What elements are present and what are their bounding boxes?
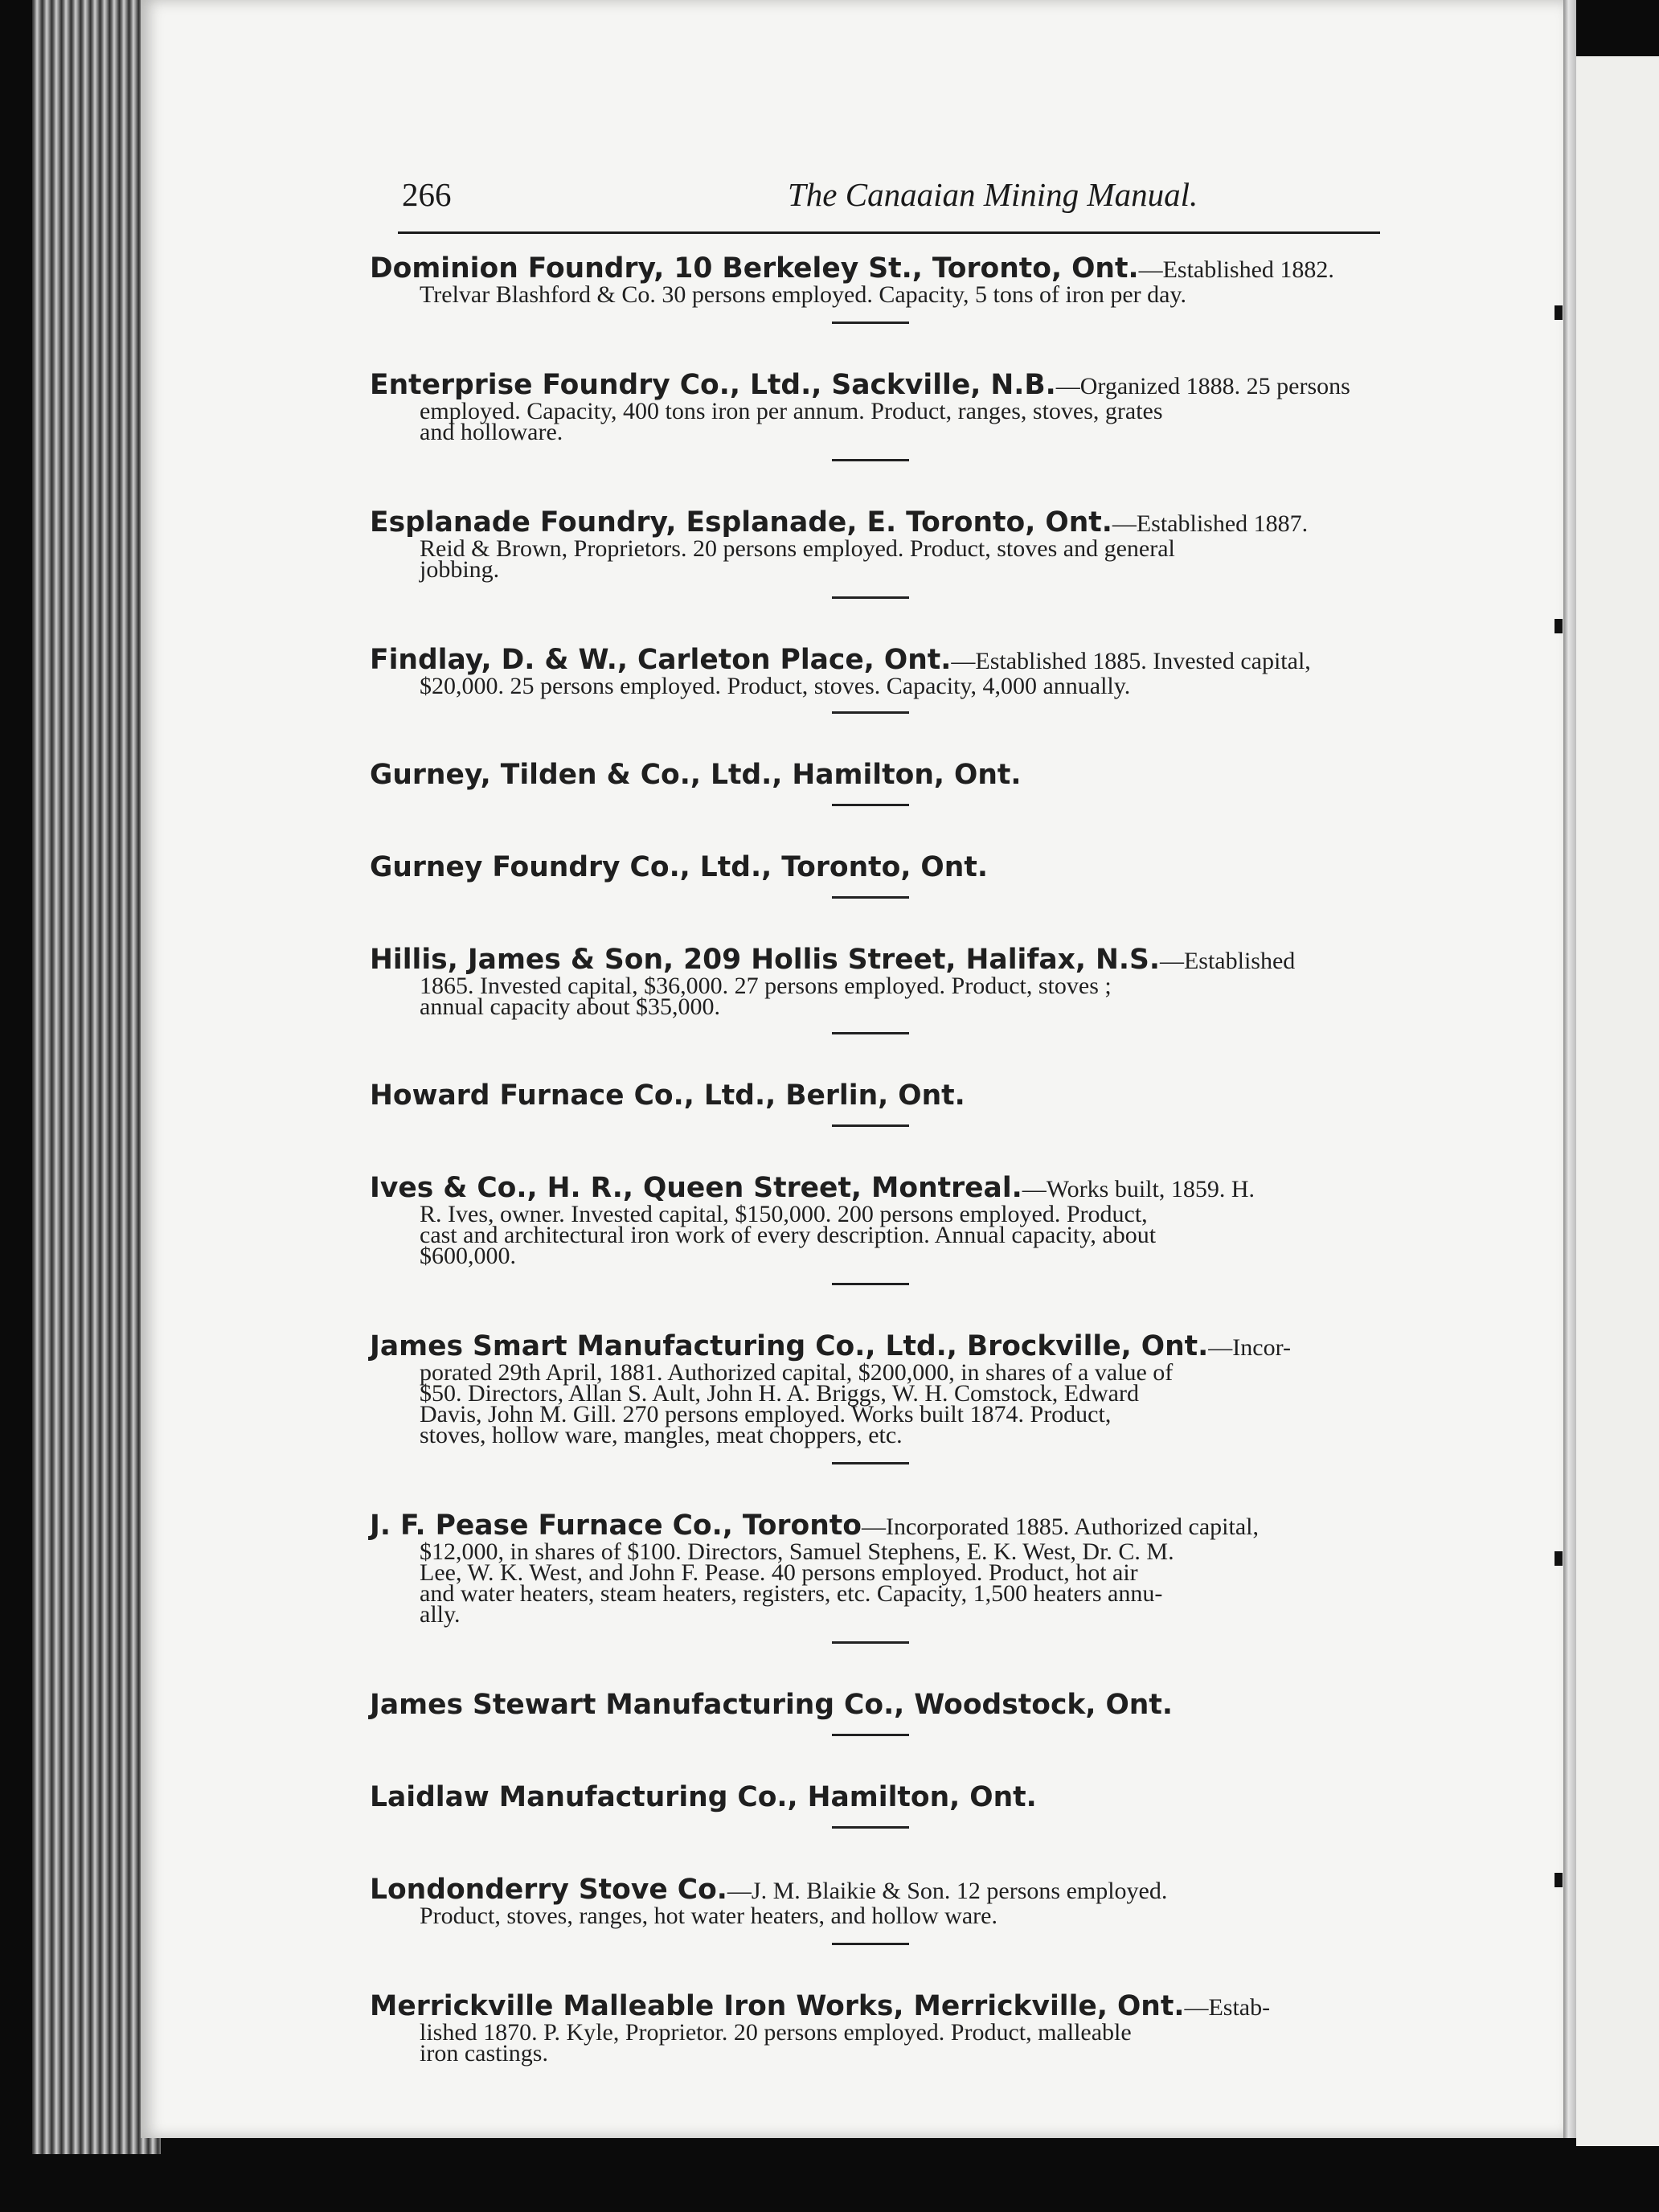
entry-name: James Stewart Manufacturing Co., Woodstock, Ont. [370, 1689, 1173, 1721]
entry-text: annual capacity about $35,000. [420, 993, 721, 1020]
entry-text: —J. M. Blaikie & Son. 12 persons employed. [727, 1878, 1168, 1904]
entry-name: Merrickville Malleable Iron Works, Merrickville, Ont. [370, 1990, 1185, 2022]
running-head [257, 175, 1382, 223]
entry-divider [832, 1032, 909, 1034]
entry-name: J. F. Pease Furnace Co., Toronto [370, 1509, 862, 1542]
entry-text: —Estab- [1184, 1994, 1271, 2021]
entry-name: Londonderry Stove Co. [370, 1874, 727, 1906]
directory-entry [370, 1174, 1387, 1267]
directory-entry [370, 945, 1387, 1018]
entry-text: cast and architectural iron work of every description. Annual capacity, about [420, 1222, 1157, 1248]
entry-text: $12,000, in shares of $100. Directors, Samuel Stephens, E. K. West, Dr. C. M. [420, 1538, 1174, 1565]
entry-name: Dominion Foundry, 10 Berkeley St., Toronto, Ont. [370, 252, 1139, 285]
entry-text: porated 29th April, 1881. Authorized capital, $200,000, in shares of a value of [420, 1359, 1174, 1386]
directory-entry [370, 506, 1387, 583]
directory-entry [370, 645, 1387, 697]
entry-name: Ives & Co., H. R., Queen Street, Montreal. [370, 1172, 1022, 1204]
directory-entry [370, 1783, 1387, 1812]
entry-divider [832, 1462, 909, 1464]
directory-entry [370, 371, 1387, 443]
entry-text: —Established 1887. [1112, 510, 1309, 537]
entry-divider [832, 711, 909, 714]
entry-text: and water heaters, steam heaters, registers, etc. Capacity, 1,500 heaters annu- [420, 1580, 1163, 1607]
entry-text: lished 1870. P. Kyle, Proprietor. 20 persons employed. Product, malleable [420, 2019, 1132, 2046]
directory-entry [370, 1875, 1387, 1927]
directory-entry [370, 1081, 1387, 1110]
entry-text: R. Ives, owner. Invested capital, $150,000. 200 persons employed. Product, [420, 1201, 1148, 1227]
entry-text: Reid & Brown, Proprietors. 20 persons employed. Product, stoves and general [420, 535, 1175, 562]
entry-text: Product, stoves, ranges, hot water heaters, and hollow ware. [420, 1903, 997, 1929]
entry-name: Gurney Foundry Co., Ltd., Toronto, Ont. [370, 851, 988, 883]
entry-divider [832, 322, 909, 324]
directory-entry [370, 1332, 1387, 1446]
entry-text: —Incorporated 1885. Authorized capital, [861, 1514, 1259, 1540]
directory-entries [370, 252, 1387, 2067]
entry-text: 1865. Invested capital, $36,000. 27 persons employed. Product, stoves ; [420, 973, 1112, 999]
facing-page-strip [1576, 56, 1659, 2146]
entry-text: and holloware. [420, 419, 563, 445]
entry-text: —Established [1159, 948, 1296, 974]
entry-name: James Smart Manufacturing Co., Ltd., Brockville, Ont. [370, 1330, 1209, 1362]
entry-name: Gurney, Tilden & Co., Ltd., Hamilton, Ont. [370, 759, 1022, 791]
entry-divider [832, 1826, 909, 1829]
entry-divider [832, 1641, 909, 1644]
entry-divider [832, 804, 909, 806]
entry-text: Davis, John M. Gill. 270 persons employed. Works built 1874. Product, [420, 1401, 1112, 1428]
entry-divider [832, 1124, 909, 1127]
entry-divider [832, 1734, 909, 1736]
header-rule [398, 231, 1380, 234]
entry-name: Enterprise Foundry Co., Ltd., Sackville, N.B. [370, 369, 1056, 401]
entry-text: $20,000. 25 persons employed. Product, stoves. Capacity, 4,000 annually. [420, 673, 1131, 699]
directory-entry [370, 1990, 1387, 2067]
entry-text: Trelvar Blashford & Co. 30 persons employed. Capacity, 5 tons of iron per day. [420, 281, 1187, 308]
entry-divider [832, 1283, 909, 1285]
page-number: 266 [402, 176, 452, 213]
entry-divider [832, 1943, 909, 1945]
entry-text: —Established 1885. Invested capital, [951, 648, 1311, 674]
entry-text: Lee, W. K. West, and John F. Pease. 40 persons employed. Product, hot air [420, 1559, 1138, 1586]
entry-name: Howard Furnace Co., Ltd., Berlin, Ont. [370, 1079, 965, 1112]
entry-divider [832, 596, 909, 599]
entry-text: —Incor- [1208, 1334, 1291, 1361]
margin-marks [1555, 0, 1566, 2138]
directory-entry [370, 252, 1387, 308]
entry-name: Hillis, James & Son, 209 Hollis Street, Halifax, N.S. [370, 944, 1160, 976]
entry-text: —Works built, 1859. H. [1022, 1176, 1256, 1202]
entry-name: Findlay, D. & W., Carleton Place, Ont. [370, 644, 952, 676]
directory-entry [370, 853, 1387, 882]
entry-name: Esplanade Foundry, Esplanade, E. Toronto, Ont. [370, 506, 1112, 539]
entry-text: —Established 1882. [1138, 256, 1334, 283]
entry-name: Laidlaw Manufacturing Co., Hamilton, Ont. [370, 1781, 1037, 1813]
entry-text: stoves, hollow ware, mangles, meat choppers, etc. [420, 1422, 903, 1448]
entry-text: $50. Directors, Allan S. Ault, John H. A. Briggs, W. H. Comstock, Edward [420, 1380, 1139, 1407]
entry-text: employed. Capacity, 400 tons iron per annum. Product, ranges, stoves, grates [420, 398, 1163, 424]
entry-text: ally. [420, 1601, 461, 1628]
directory-entry [370, 1509, 1387, 1628]
directory-entry [370, 760, 1387, 789]
entry-text: iron castings. [420, 2040, 548, 2067]
entry-text: $600,000. [420, 1243, 516, 1269]
directory-entry [370, 1690, 1387, 1719]
entry-text: —Organized 1888. 25 persons [1055, 373, 1350, 399]
entry-text: jobbing. [420, 556, 500, 583]
running-title: The Canaaian Mining Manual. [788, 176, 1198, 213]
entry-divider [832, 459, 909, 461]
entry-divider [832, 896, 909, 899]
